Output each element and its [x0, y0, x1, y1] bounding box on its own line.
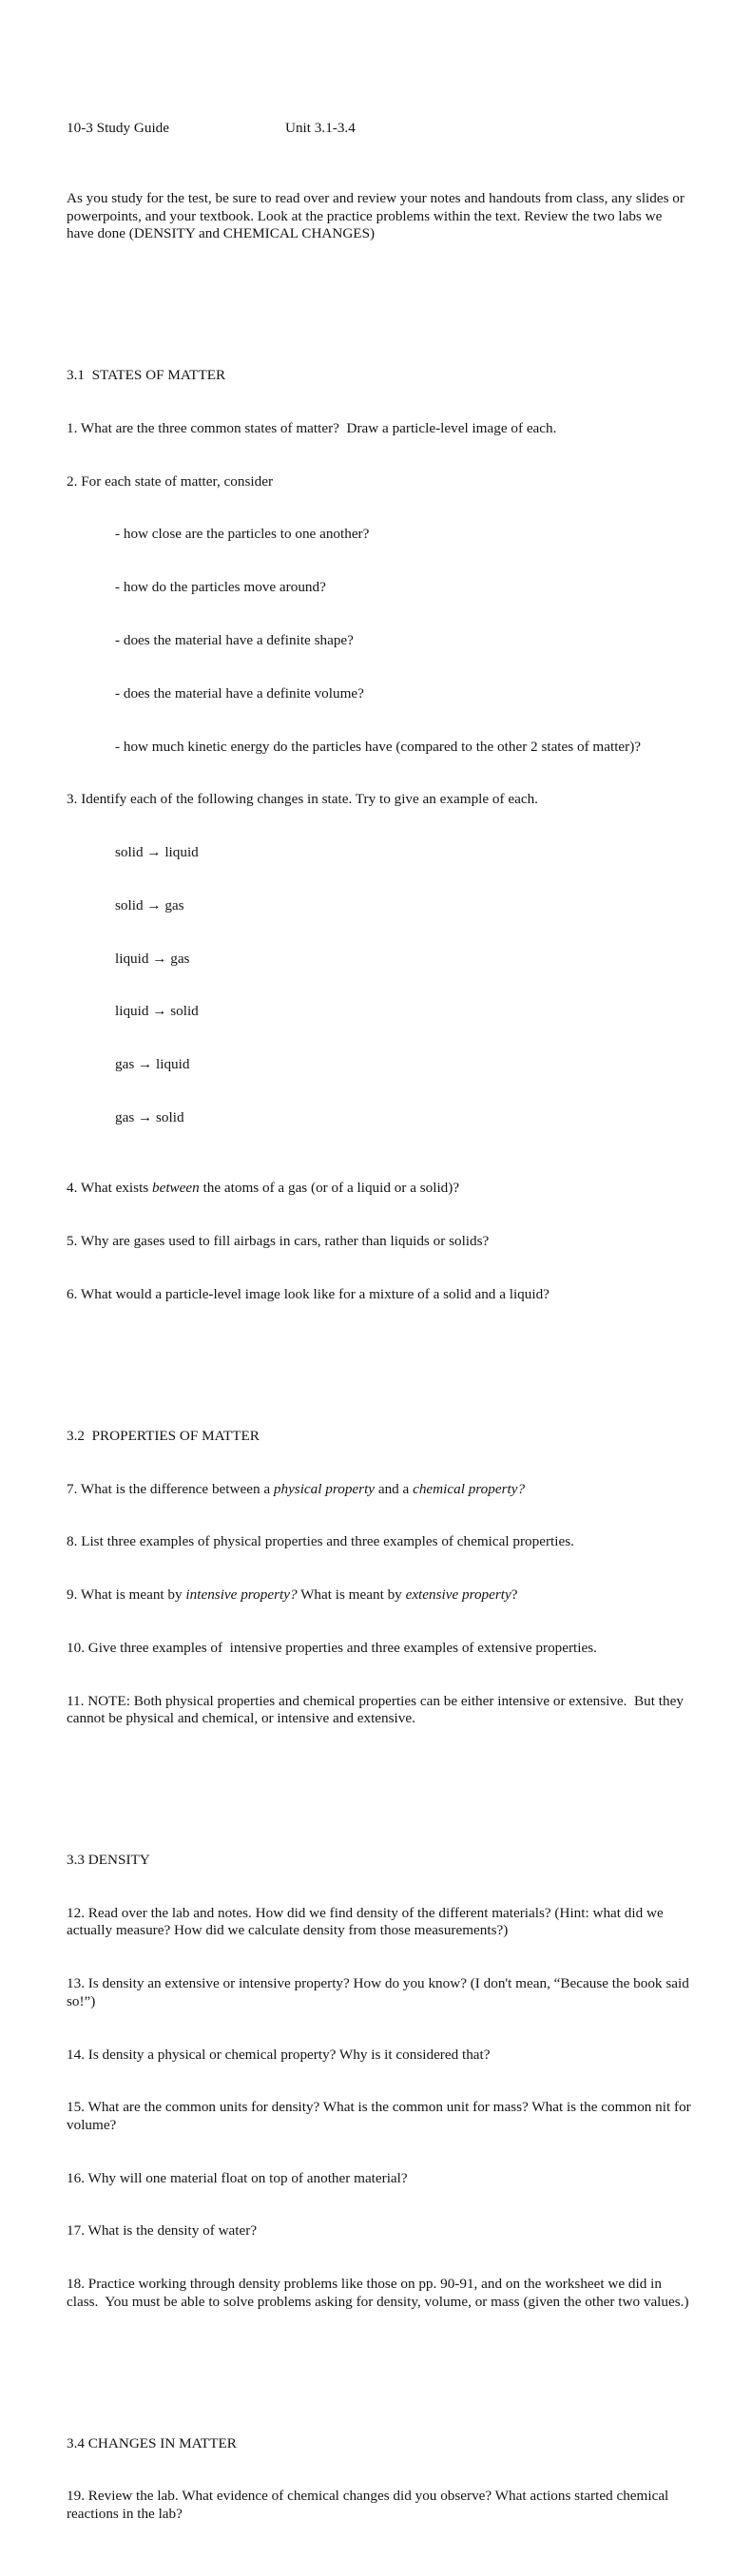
state-change-liquid-gas: liquid → gas	[115, 950, 190, 967]
question-13: 13. Is density an extensive or intensive property? How do you know? (I don't mean, “Because the book said so!”)	[67, 1975, 693, 2009]
question-18: 18. Practice working through density problems like those on pp. 90-91, and on the worksheet we did in class. You must be able to solve problems asking for density, volume, or mass (given the other two values.)	[67, 2276, 689, 2310]
state-change-liquid-solid: liquid → solid	[115, 1003, 199, 1020]
question-19: 19. Review the lab. What evidence of chemical changes did you observe? What actions started chemical reactions in the lab?	[67, 2488, 673, 2522]
question-9-mid: What is meant by	[297, 1586, 406, 1604]
question-4-pre: 4. What exists	[67, 1180, 152, 1197]
question-9-post: ?	[511, 1586, 518, 1604]
question-7-italic-chemical: chemical property?	[413, 1480, 526, 1497]
state-change-gas-solid: gas → solid	[115, 1109, 184, 1126]
question-1: 1. What are the three common states of matter? Draw a particle-level image of each.	[67, 419, 557, 436]
question-4	[67, 1180, 692, 1198]
spacer-1	[67, 297, 692, 315]
document-header-row	[67, 120, 692, 138]
intro-paragraph: As you study for the test, be sure to read over and review your notes and handouts from class, any slides or powerpoints, and your textbook. Look at the practice problems within the text. Review the two labs we have done (DENSITY and CHEMICAL CHANGES)	[67, 190, 688, 242]
question-10: 10. Give three examples of intensive properties and three examples of extensive properties.	[67, 1639, 597, 1656]
question-6: 6. What would a particle-level image look like for a mixture of a solid and a liquid?	[67, 1285, 550, 1302]
question-15: 15. What are the common units for density? What is the common unit for mass? What is the common nit for volume?	[67, 2099, 695, 2133]
document-body	[67, 67, 695, 2576]
question-9-italic-extensive: extensive property	[405, 1586, 511, 1604]
spacer-3	[67, 1781, 692, 1799]
section-heading-3-1: 3.1 STATES OF MATTER	[67, 367, 226, 384]
question-12: 12. Read over the lab and notes. How did we find density of the different materials? (Hint: what did we actually measure? How did we calculate density from those measurements?)	[67, 1904, 667, 1939]
spacer-4	[67, 2364, 692, 2382]
question-14: 14. Is density a physical or chemical property? Why is it considered that?	[67, 2046, 491, 2063]
question-9	[67, 1586, 692, 1605]
question-9-italic-intensive: intensive property?	[185, 1586, 298, 1604]
section-heading-3-4: 3.4 CHANGES IN MATTER	[67, 2434, 237, 2451]
question-7-mid: and a	[375, 1480, 414, 1497]
question-8: 8. List three examples of physical properties and three examples of chemical properties.	[67, 1533, 574, 1550]
question-9-pre: 9. What is meant by	[67, 1586, 186, 1604]
question-7	[67, 1481, 692, 1499]
state-change-solid-gas: solid → gas	[115, 896, 184, 913]
section-heading-3-3: 3.3 DENSITY	[67, 1851, 150, 1868]
state-change-solid-liquid: solid → liquid	[115, 844, 199, 861]
question-11: 11. NOTE: Both physical properties and chemical properties can be either intensive or extensive. But they cannot be physical and chemical, or intensive and extensive.	[67, 1692, 687, 1727]
sub-item-move: - how do the particles move around?	[115, 579, 326, 596]
section-heading-3-2: 3.2 PROPERTIES OF MATTER	[67, 1427, 260, 1444]
question-17: 17. What is the density of water?	[67, 2222, 258, 2240]
document-title: 10-3 Study Guide	[67, 119, 169, 136]
question-4-italic: between	[152, 1180, 200, 1197]
sub-item-volume: - does the material have a definite volume?	[115, 684, 364, 702]
question-4-post: the atoms of a gas (or of a liquid or a solid)?	[199, 1180, 460, 1197]
question-3: 3. Identify each of the following changes in state. Try to give an example of each.	[67, 791, 538, 808]
question-7-italic-physical: physical property	[273, 1480, 376, 1497]
state-change-gas-liquid: gas → liquid	[115, 1056, 190, 1073]
sub-item-shape: - does the material have a definite shape?	[115, 632, 354, 648]
question-2: 2. For each state of matter, consider	[67, 472, 273, 490]
question-16: 16. Why will one material float on top of another material?	[67, 2169, 408, 2186]
question-5: 5. Why are gases used to fill airbags in cars, rather than liquids or solids?	[67, 1233, 490, 1250]
sub-item-kinetic-energy: - how much kinetic energy do the particles have (compared to the other 2 states of matter)?	[115, 738, 642, 755]
document-unit: Unit 3.1-3.4	[285, 119, 356, 136]
spacer-2	[67, 1356, 692, 1375]
question-7-pre: 7. What is the difference between a	[67, 1480, 274, 1497]
sub-item-close: - how close are the particles to one another?	[115, 526, 370, 543]
